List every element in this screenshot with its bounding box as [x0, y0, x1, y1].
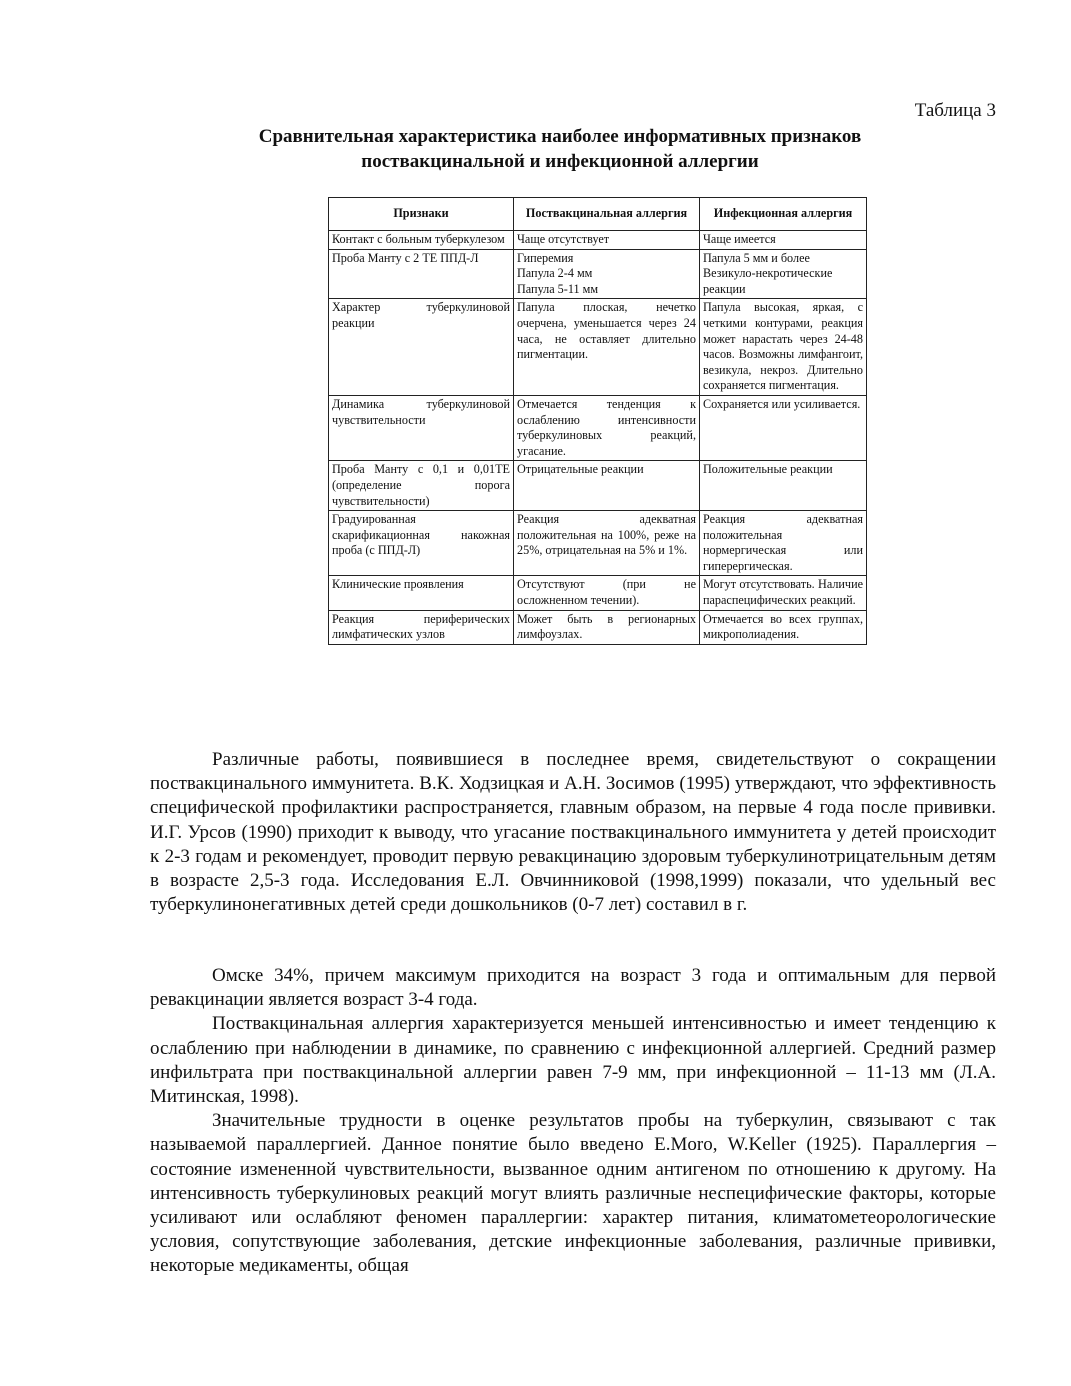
- body-paragraph: Омске 34%, причем максимум приходится на возраст 3 года и оптимальным для первой ревакцинации является возраст 3-4 года.: [150, 965, 996, 1011]
- table-cell: Папула 5 мм и более Везикуло-некротические реакции: [700, 249, 867, 299]
- table-cell: Реакция периферических лимфатических узлов: [329, 610, 514, 644]
- body-paragraph: Различные работы, появившиеся в последнее время, свидетельствуют о сокращении поствакцинального иммунитета. В.К. Ходзицкая и А.Н. Зосимов (1995) утверждают, что эффективность специфической профилактики распространяется, главным образом, на первые 4 года после прививки. И.Г. Урсов (1990) приходит к выводу, что угасание поствакцинального иммунитета у детей происходит к 2-3 годам и рекомендует, проводит первую ревакцинацию здоровым туберкулинотрицательным детям в возрасте 2,5-3 года. Исследования Е.Л. Овчинниковой (1998,1999) показали, что удельный вес туберкулинонегативных детей среди дошкольников (0-7 лет) составил в г.: [150, 749, 996, 916]
- table-cell: Папула высокая, яркая, с четкими контурами, реакция может нарастать через 24-48 часов. Возможны лимфангоит, везикула, некроз. Длительно сохраняется пигментация.: [700, 299, 867, 396]
- table-cell: Отсутствуют (при не осложненном течении).: [514, 576, 700, 610]
- table-cell: Контакт с больным туберкулезом: [329, 231, 514, 250]
- table-cell: Гиперемия Папула 2-4 мм Папула 5-11 мм: [514, 249, 700, 299]
- body-text-block-2: [150, 964, 996, 1279]
- table-row: [329, 610, 867, 644]
- table-row: [329, 576, 867, 610]
- table-cell: Градуированная скарификационная накожная проба (с ППД-Л): [329, 511, 514, 576]
- table-cell: Папула плоская, нечетко очерчена, уменьшается через 24 часа, не оставляет длительно пигментации.: [514, 299, 700, 396]
- table-body: [329, 231, 867, 645]
- header-cell: Инфекционная аллергия: [700, 198, 867, 231]
- table-header-row: [329, 198, 867, 231]
- table-cell: Положительные реакции: [700, 461, 867, 511]
- table-cell: Отмечается тенденция к ослаблению интенсивности туберкулиновых реакций, угасание.: [514, 395, 700, 460]
- table-row: [329, 395, 867, 460]
- table-cell: Могут отсутствовать. Наличие параспецифических реакций.: [700, 576, 867, 610]
- table-cell: Чаще отсутствует: [514, 231, 700, 250]
- table-row: [329, 461, 867, 511]
- header-cell: Признаки: [329, 198, 514, 231]
- table-cell: Чаще имеется: [700, 231, 867, 250]
- body-paragraph: Значительные трудности в оценке результатов пробы на туберкулин, связывают с так называемой параллергией. Данное понятие было введено E.Moro, W.Keller (1925). Параллергия – состояние измененной чувствительности, вызванное одним антигеном по отношению к другому. На интенсивность туберкулиновых реакций могут влиять различные неспецифические факторы, которые усиливают или ослабляют феномен параллергии: характер питания, климатометеорологические условия, сопутствующие заболевания, детские инфекционные заболевания, различные прививки, некоторые медикаменты, общая: [150, 1110, 996, 1277]
- table-cell: Динамика туберкулиновой чувствительности: [329, 395, 514, 460]
- body-text-block-1: [150, 748, 996, 917]
- table-row: [329, 299, 867, 396]
- table-cell: Клинические проявления: [329, 576, 514, 610]
- table-cell: Отрицательные реакции: [514, 461, 700, 511]
- comparison-table: [328, 197, 867, 645]
- table-number-label: Таблица 3: [914, 100, 996, 121]
- table-title-line-2: поствакцинальной и инфекционной аллергии: [361, 151, 759, 172]
- body-paragraph: Поствакцинальная аллергия характеризуется меньшей интенсивностью и имеет тенденцию к ослаблению при наблюдении в динамике, по сравнению с инфекционной аллергией. Средний размер инфильтрата при поствакцинальной аллергии равен 7-9 мм, при инфекционной – 11-13 мм (Л.А. Митинская, 1998).: [150, 1013, 996, 1108]
- table-cell: Проба Манту с 0,1 и 0,01ТЕ (определение порога чувствительности): [329, 461, 514, 511]
- table-cell: Реакция адекватная положительная на 100%, реже на 25%, отрицательная на 5% и 1%.: [514, 511, 700, 576]
- table-row: [329, 249, 867, 299]
- table-cell: Проба Манту с 2 ТЕ ППД-Л: [329, 249, 514, 299]
- table-row: [329, 231, 867, 250]
- table-cell: Отмечается во всех группах, микрополиадения.: [700, 610, 867, 644]
- table-cell: Сохраняется или усиливается.: [700, 395, 867, 460]
- table-title-line-1: Сравнительная характеристика наиболее информативных признаков: [258, 126, 862, 147]
- table-cell: Может быть в регионарных лимфоузлах.: [514, 610, 700, 644]
- table-row: [329, 511, 867, 576]
- table-cell: Реакция адекватная положительная нормергическая или гиперергическая.: [700, 511, 867, 576]
- table-cell: Характер туберкулиновой реакции: [329, 299, 514, 396]
- header-cell: Поствакцинальная аллергия: [514, 198, 700, 231]
- table-title: [150, 124, 970, 174]
